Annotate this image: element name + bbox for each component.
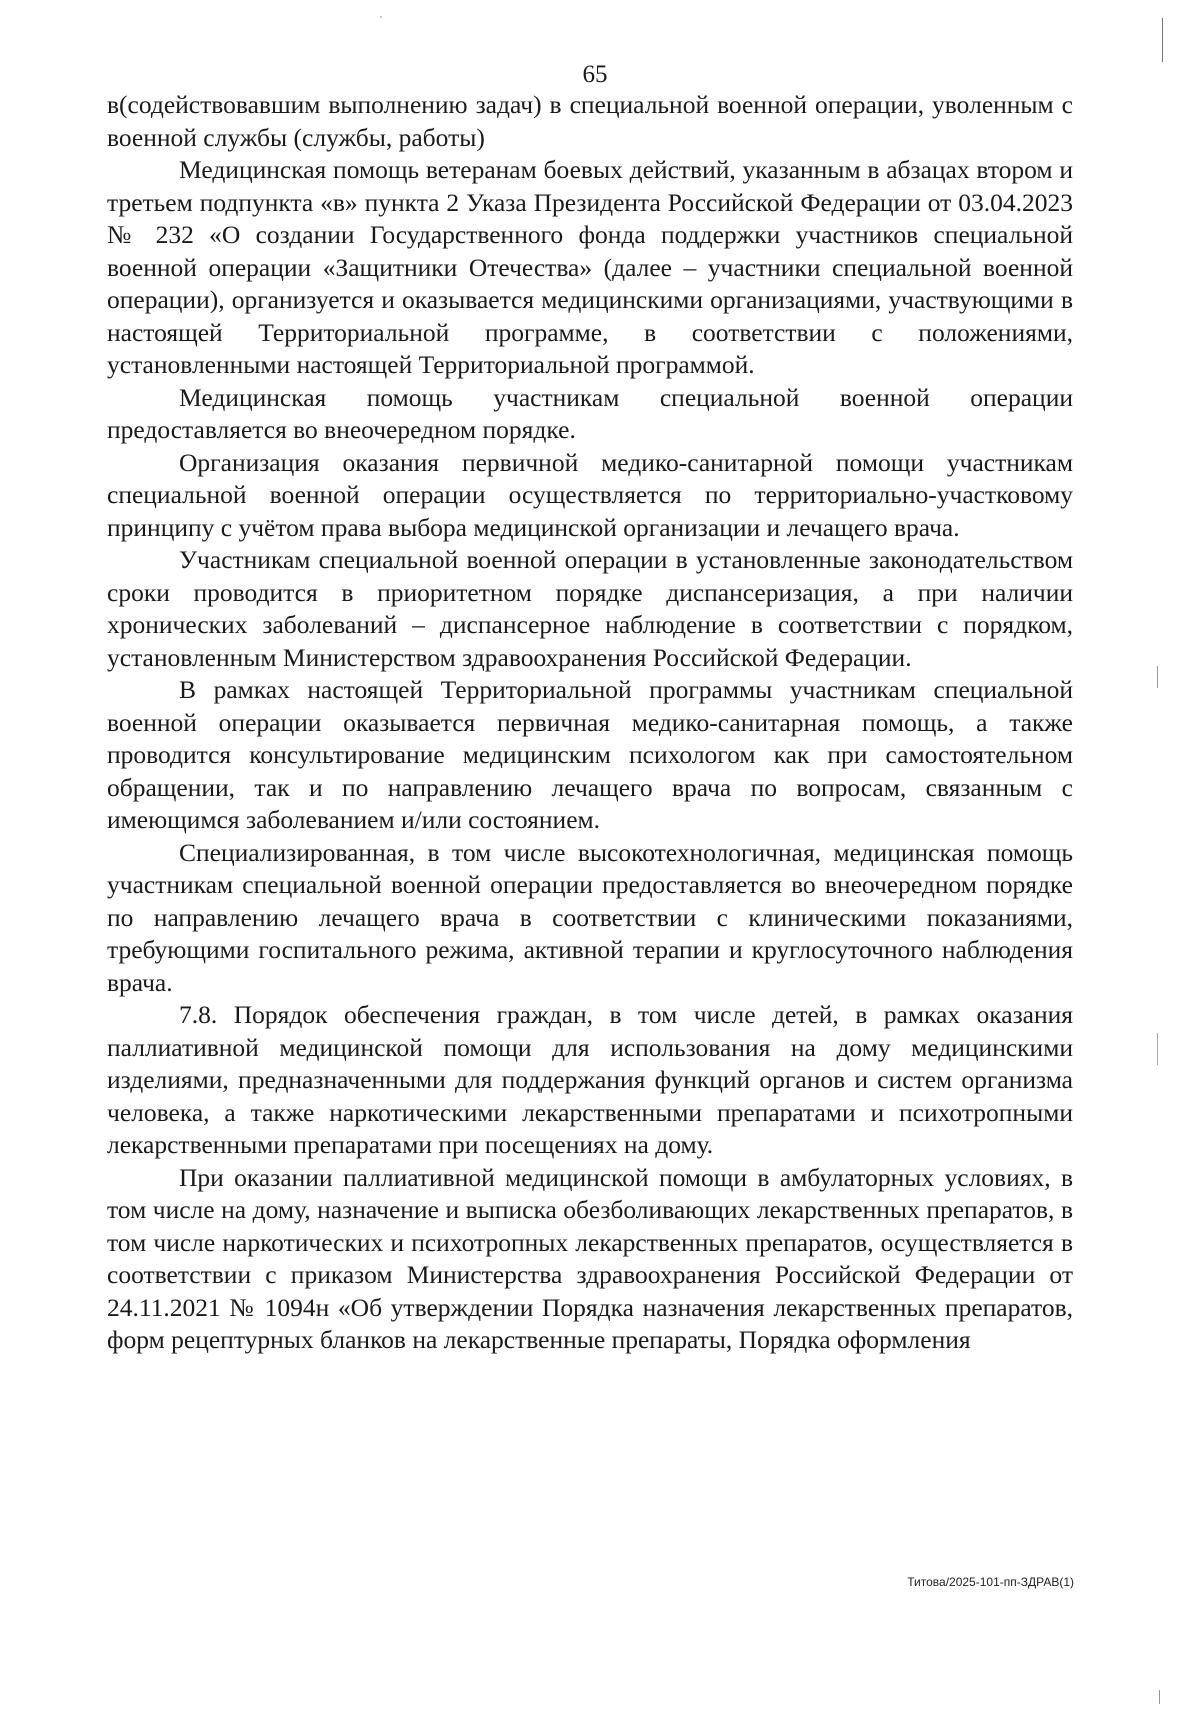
scan-edge-mark <box>1159 1690 1160 1704</box>
paragraph-continuation: в(содействовавшим выполнению задач) в специальной военной операции, уволенным с военной службы (службы, работы) <box>107 90 1073 152</box>
scan-dust <box>380 16 382 18</box>
scan-edge-mark <box>1162 18 1163 62</box>
paragraph-primary-care: Организация оказания первичной медико-санитарной помощи участникам специальной военной операции осуществляется по территориально-участковому принципу с учётом права выбора медицинской организации и лечащего врача. <box>107 447 1073 542</box>
page-number: 65 <box>582 61 608 88</box>
scan-edge-mark <box>1157 666 1158 688</box>
document-footer-code: Титова/2025-101-пп-ЗДРАВ(1) <box>907 1575 1074 1589</box>
paragraph-palliative-care: При оказании паллиативной медицинской помощи в амбулаторных условиях, в том числе на дому, назначение и выписка обезболивающих лекарственных препаратов, в том числе наркотических и психотропных лекарственных препаратов, осуществляется в соответствии с приказом Министерства здравоохранения Российской Федерации от 24.11.2021 № 1094н «Об утверждении Порядка назначения лекарственных препаратов, форм рецептурных бланков на лекарственные препараты, Порядка оформления <box>107 1162 1073 1354</box>
paragraph-veterans-care: Медицинская помощь ветеранам боевых действий, указанным в абзацах втором и третьем подпункта «в» пункта 2 Указа Президента Российской Федерации от 03.04.2023 № 232 «О создании Государственного фонда поддержки участников специальной военной операции «Защитники Отечества» (далее – участники специальной военной операции), организуется и оказывается медицинскими организациями, участвующими в настоящей Территориальной программе, в соответствии с положениями, установленными настоящей Территориальной программой. <box>107 155 1073 379</box>
paragraph-priority-care: Медицинская помощь участникам специальной военной операции предоставляется во внеочередном порядке. <box>107 382 1073 444</box>
scan-edge-mark <box>1157 1033 1158 1065</box>
paragraph-psychologist: В рамках настоящей Территориальной программы участникам специальной военной операции оказывается первичная медико-санитарная помощь, а также проводится консультирование медицинским психологом как при самостоятельном обращении, так и по направлению лечащего врача по вопросам, связанным с имеющимся заболеванием и/или состоянием. <box>107 675 1073 834</box>
paragraph-dispensary: Участникам специальной военной операции в установленные законодательством сроки проводится в приоритетном порядке диспансеризация, а при наличии хронических заболеваний – диспансерное наблюдение в соответствии с порядком, установленным Министерством здравоохранения Российской Федерации. <box>107 545 1073 672</box>
paragraph-specialized-care: Специализированная, в том числе высокотехнологичная, медицинская помощь участникам специальной военной операции предоставляется во внеочередном порядке по направлению лечащего врача в соответствии с клиническими показаниями, требующими госпитального режима, активной терапии и круглосуточного наблюдения врача. <box>107 837 1073 997</box>
paragraph-section-7-8: 7.8. Порядок обеспечения граждан, в том числе детей, в рамках оказания паллиативной медицинской помощи для использования на дому медицинскими изделиями, предназначенными для поддержания функций органов и систем организма человека, а также наркотическими лекарственными препаратами и психотропными лекарственными препаратами при посещениях на дому. <box>107 1000 1073 1159</box>
document-body <box>107 89 1073 1357</box>
